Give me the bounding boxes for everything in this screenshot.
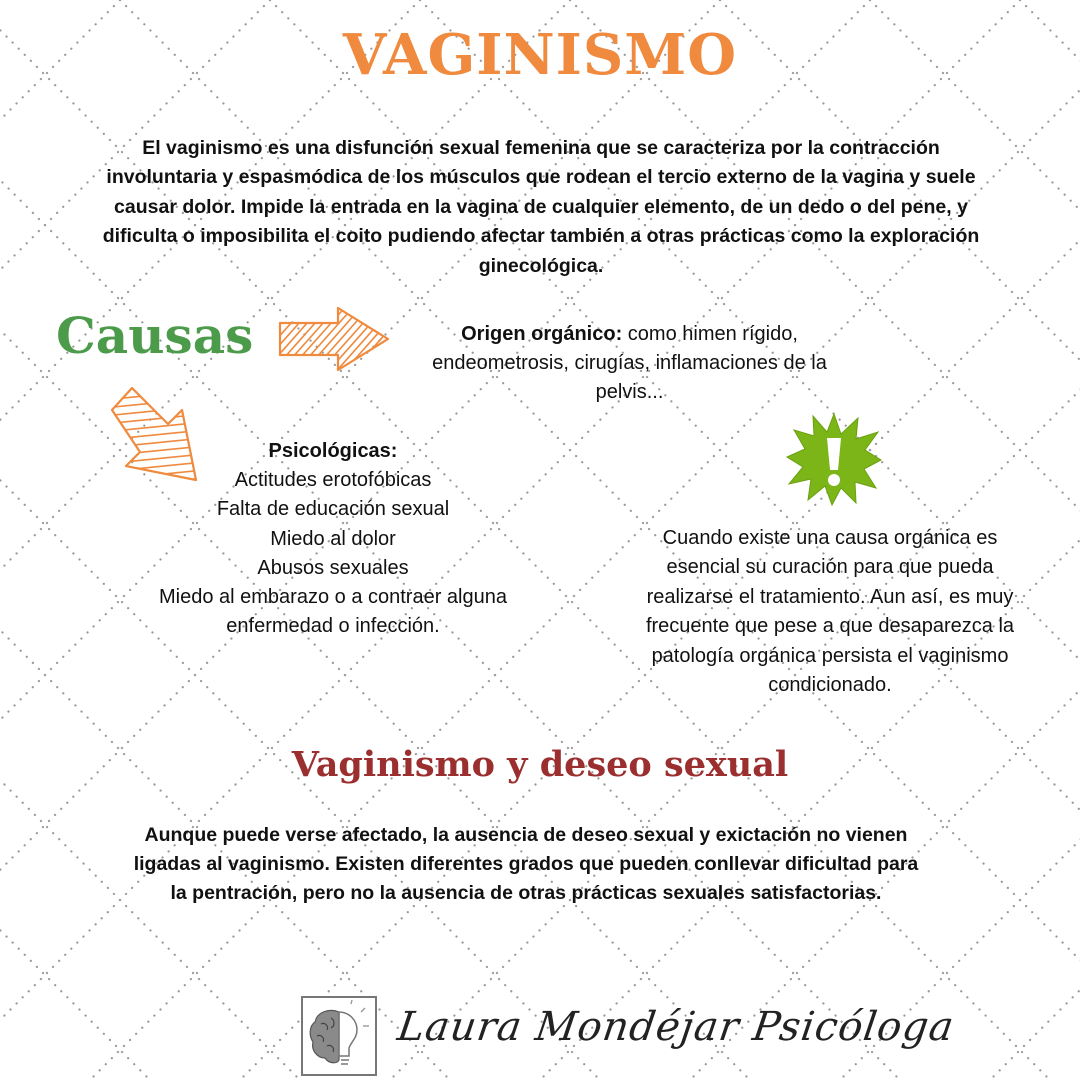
signature: Laura Mondéjar Psicóloga xyxy=(394,1004,958,1050)
psychological-label: Psicológicas: xyxy=(268,440,398,462)
psychological-causes xyxy=(140,437,526,641)
causes-heading: Causas xyxy=(56,306,254,365)
organic-origin-text xyxy=(432,320,827,408)
desire-heading: Vaginismo y deseo sexual xyxy=(291,744,789,785)
arrow-right-icon xyxy=(276,305,394,373)
psychological-item: Falta de educación sexual xyxy=(216,498,450,521)
brain-lightbulb-logo-icon xyxy=(303,998,375,1074)
intro-paragraph: El vaginismo es una disfunción sexual femenina que se caracteriza por la contracción involuntaria y espasmódica de los músculos que rodean el tercio externo de la vagina y suele causar dolor. Impide la entrada en la vagina de cualquier elemento, de un dedo o del pene, y dificulta o imposibilita el coito pudiendo afectar también a otras prácticas como la exploración ginecológica. xyxy=(102,137,980,277)
desire-paragraph: Aunque puede verse afectado, la ausencia de deseo sexual y exictación no vienen ligadas al vaginismo. Existen diferentes grados que pueden conllevar dificultad para la pentración, pero no la ausencia de otras prácticas sexuales satisfactorias. xyxy=(133,824,919,905)
psychological-item: Abusos sexuales xyxy=(257,556,409,579)
organic-cause-note: Cuando existe una causa orgánica es esencial su curación para que pueda realizarse el tratamiento. Aun así, es muy frecuente que pese a que desaparezca la patología orgánica persista el vaginismo condicionado. xyxy=(645,527,1015,697)
psychological-item: Miedo al dolor xyxy=(270,527,396,550)
page-title: VAGINISMO xyxy=(342,22,738,88)
psychological-item: Actitudes erotofóbicas xyxy=(234,469,432,492)
organic-origin-label: Origen orgánico: xyxy=(461,323,623,345)
logo xyxy=(301,996,377,1076)
organic-origin-body: como himen rígido, endeometrosis, cirugías, inflamaciones de la pelvis... xyxy=(432,323,827,404)
alert-burst-icon xyxy=(786,412,882,506)
psychological-item: Miedo al embarazo o a contraer alguna enfermedad o infección. xyxy=(159,586,507,638)
